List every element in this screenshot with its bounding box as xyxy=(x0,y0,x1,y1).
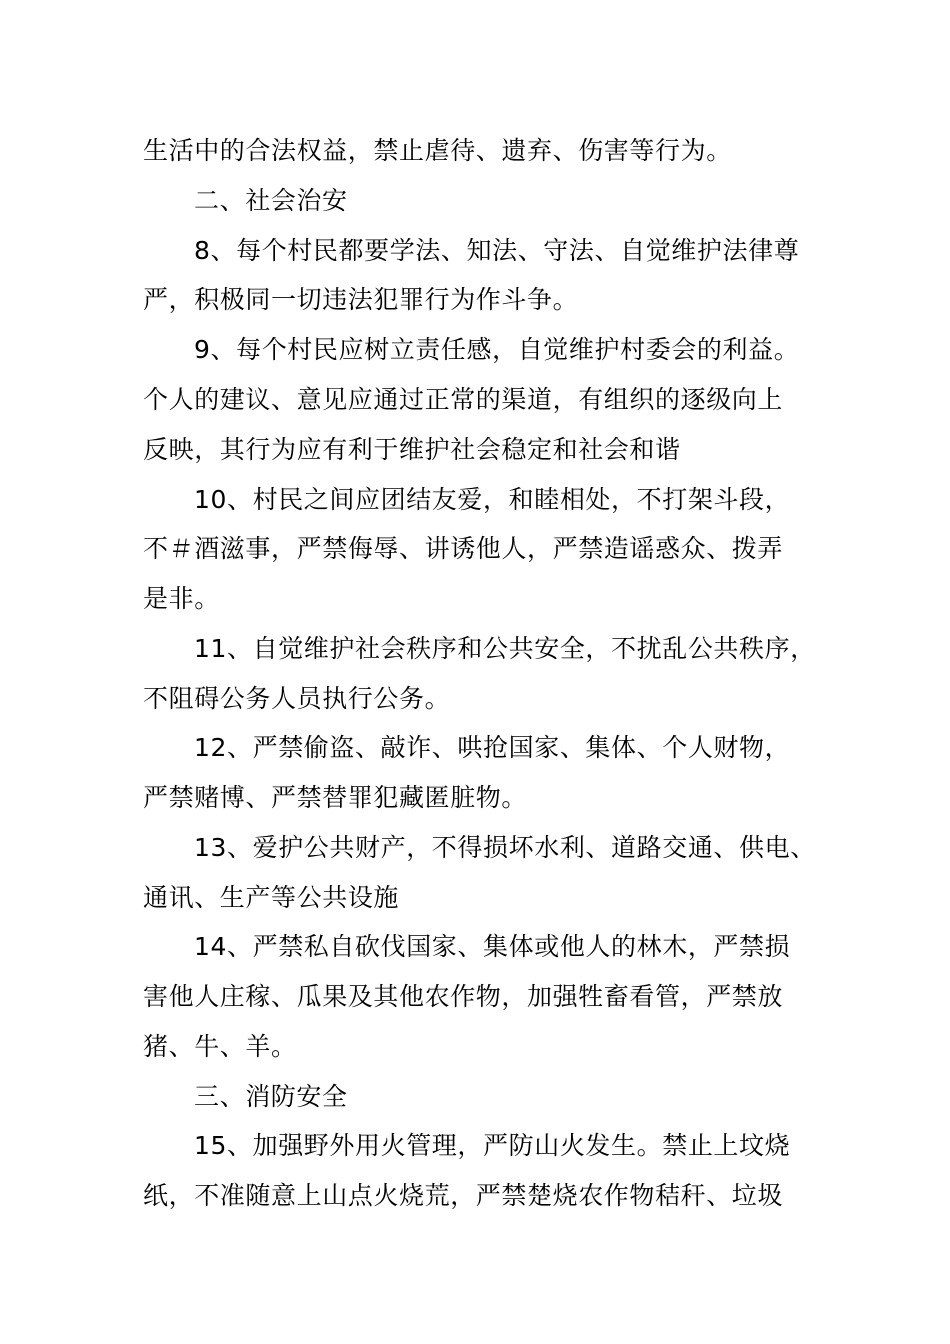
text-line: 12、严禁偷盗、敲诈、哄抢国家、集体、个人财物， xyxy=(194,733,791,762)
text-line: 严，积极同一切违法犯罪行为作斗争。 xyxy=(143,285,579,314)
text-line: 15、加强野外用火管理，严防山火发生。禁止上坟烧 xyxy=(194,1131,791,1160)
text-line: 害他人庄稼、瓜果及其他农作物，加强牲畜看管，严禁放 xyxy=(143,982,784,1011)
text-line: 8、每个村民都要学法、知法、守法、自觉维护法律尊 xyxy=(194,236,800,265)
text-line: 生活中的合法权益，禁止虐待、遗弃、伤害等行为。 xyxy=(143,136,732,165)
text-line: 不阻碍公务人员执行公务。 xyxy=(143,684,451,713)
section-heading: 三、消防安全 xyxy=(194,1082,348,1111)
text-line: 10、村民之间应团结友爱，和睦相处，不打架斗段， xyxy=(194,485,791,514)
text-line: 9、每个村民应树立责任感，自觉维护村委会的利益。 xyxy=(194,335,800,364)
text-line: 不＃酒滋事，严禁侮辱、讲诱他人，严禁造谣惑众、拨弄 xyxy=(143,534,784,563)
text-line: 11、自觉维护社会秩序和公共安全，不扰乱公共秩序， xyxy=(194,634,816,663)
text-line: 纸，不准随意上山点火烧荒，严禁楚烧农作物秸秆、垃圾 xyxy=(143,1181,784,1210)
text-line: 猪、牛、羊。 xyxy=(143,1032,297,1061)
text-line: 14、严禁私自砍伐国家、集体或他人的林木，严禁损 xyxy=(194,932,791,961)
text-line: 严禁赌博、严禁替罪犯藏匿脏物。 xyxy=(143,783,528,812)
text-line: 13、爱护公共财产，不得损坏水利、道路交通、供电、 xyxy=(194,833,816,862)
text-line: 是非。 xyxy=(143,584,220,613)
text-line: 反映，其行为应有利于维护社会稳定和社会和谐 xyxy=(143,435,681,464)
section-heading: 二、社会治安 xyxy=(194,186,348,215)
text-line: 通讯、生产等公共设施 xyxy=(143,883,400,912)
text-line: 个人的建议、意见应通过正常的渠道，有组织的逐级向上 xyxy=(143,385,784,414)
